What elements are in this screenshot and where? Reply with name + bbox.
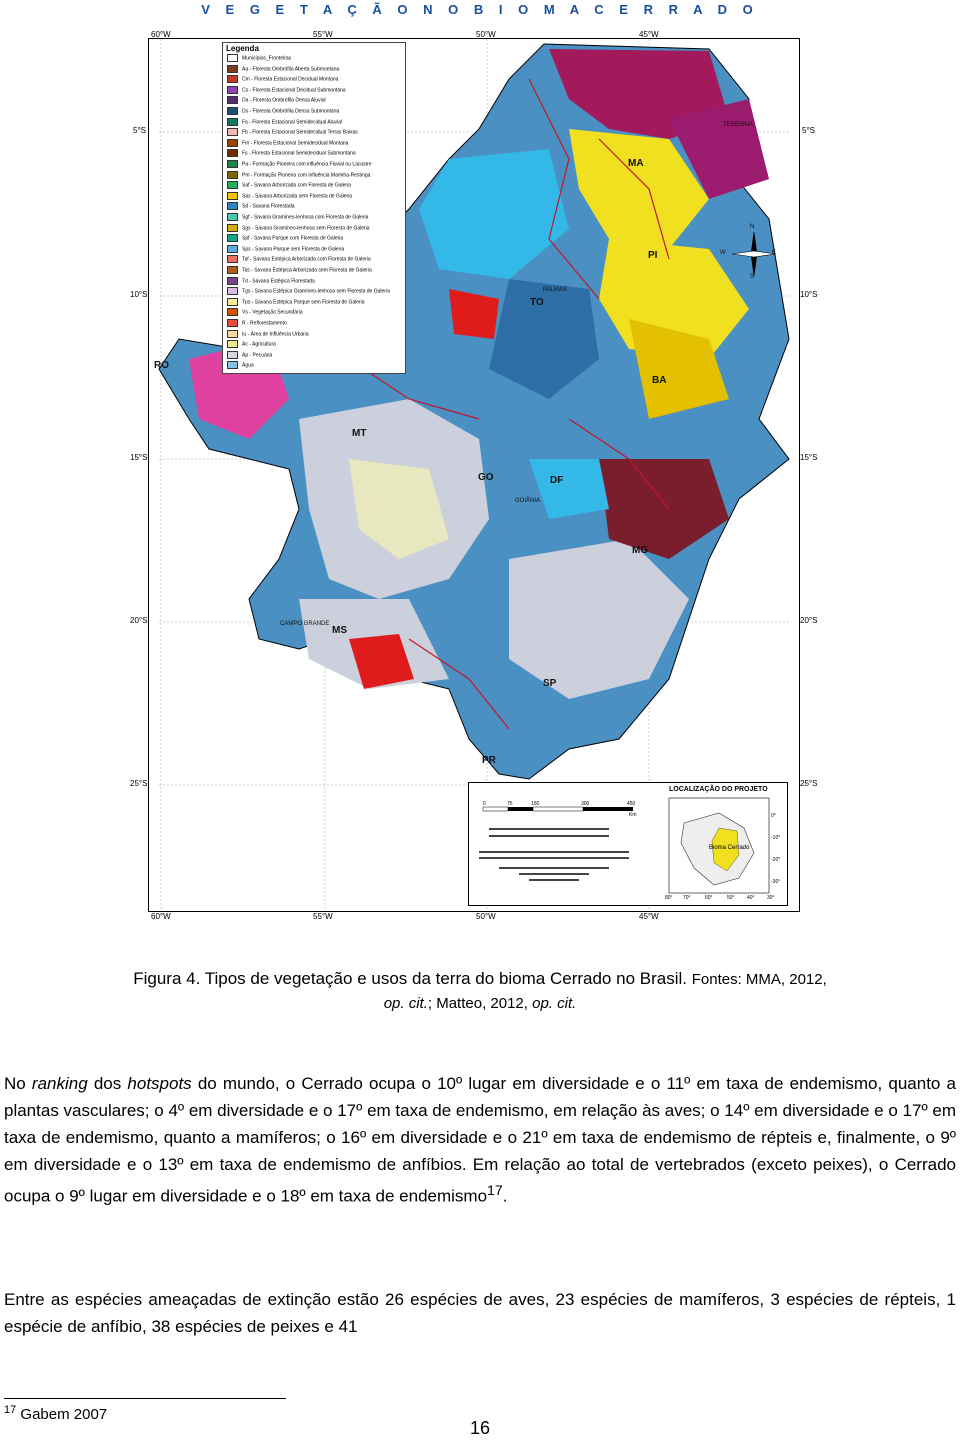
footnote-ref-17[interactable]: 17	[487, 1183, 503, 1199]
legend-label: Sgs - Savana Gramíneo-lenhosa sem Floresta de Galeria	[242, 224, 370, 231]
legend-item	[227, 361, 254, 370]
legend-item	[227, 86, 346, 95]
coord-bottom-50: 50°W	[476, 912, 496, 921]
legend-label: Sps - Savana Parque sem Floresta de Galeria	[242, 246, 345, 253]
legend-label: Td - Savana Estépica Florestada	[242, 277, 315, 284]
caption-source-b-mid: ; Matteo, 2012,	[427, 995, 528, 1012]
caption-opcit-2: op. cit.	[532, 995, 577, 1012]
body-paragraph-1: No ranking dos hotspots do mundo, o Cerrado ocupa o 10º lugar em diversidade e o 11º em taxa de endemismo, quanto a plantas vasculares; o 4º em diversidade e o 17º em taxa de endemismo, em relação às aves; o 14º em diversidade e o 17º em taxa de endemismo, quanto a mamíferos; o 16º em diversidade e o 21º em taxa de endemismo de répteis e, finalmente, o 9º em diversidade e o 13º em taxa de endemismo de anfíbios. Em relação ao total de vertebrados (exceto peixes), o Cerrado ocupa o 9º lugar em diversidade e o 18º em taxa de endemismo$^{17}$.	[4, 1074, 956, 1206]
inset-lat-20: -20°	[771, 857, 781, 863]
legend-swatch	[227, 319, 238, 327]
legend-swatch	[227, 65, 238, 73]
legend-swatch	[227, 202, 238, 210]
state-label-sp: SP	[543, 678, 557, 689]
scale-unit: Km	[629, 812, 637, 818]
city-label-palmas: PALMAS	[543, 287, 567, 293]
legend-swatch	[227, 361, 238, 369]
city-label-campo-grande: CAMPO GRANDE	[280, 621, 330, 627]
legend-swatch	[227, 139, 238, 147]
coord-left-10: 10°S	[130, 290, 148, 299]
inset-lon-70: 70°	[683, 895, 691, 901]
legend-swatch	[227, 255, 238, 263]
inset-lat-30: -30°	[771, 879, 781, 885]
legend-item	[227, 181, 351, 190]
compass-n: N	[750, 224, 755, 230]
state-label-ms: MS	[332, 625, 347, 636]
legend-item	[227, 160, 372, 169]
legend-swatch	[227, 266, 238, 274]
city-label-goiania: GOIÂNIA	[515, 498, 541, 504]
state-label-ba: BA	[652, 375, 667, 386]
compass-e: E	[772, 250, 777, 256]
legend-swatch	[227, 340, 238, 348]
legend-label: Tps - Savana Estépica Parque sem Floresta de Galeria	[242, 299, 365, 306]
legend-label: Aa - Floresta Ombrófila Aberta Submontana	[242, 65, 340, 72]
scale-tick-300: 300	[581, 801, 590, 807]
legend-item	[227, 319, 287, 328]
legend-item	[227, 128, 358, 137]
legend-label: Municípios_Fronteiras	[242, 55, 292, 62]
state-label-mg: MG	[632, 545, 649, 556]
legend-item	[227, 351, 272, 360]
city-label-teresina: TERESINA	[723, 122, 754, 128]
caption-source-a: Fontes: MMA, 2012,	[691, 971, 827, 988]
inset-label: Bioma Cerrado	[709, 845, 750, 851]
italic-ranking: ranking	[31, 1074, 88, 1093]
legend-label: Ds - Floresta Ombrófila Densa Submontana	[242, 108, 340, 115]
legend-swatch	[227, 213, 238, 221]
coord-top-55: 55°W	[313, 30, 333, 39]
legend-swatch	[227, 160, 238, 168]
legend-label: Cm - Floresta Estacional Decidual Montana	[242, 76, 339, 83]
coord-right-25: 25°S	[800, 779, 818, 788]
coord-left-5: 5°S	[133, 126, 146, 135]
inset-lon-80: 80°	[665, 895, 673, 901]
coord-left-20: 20°S	[130, 616, 148, 625]
legend-swatch	[227, 224, 238, 232]
legend-swatch	[227, 149, 238, 157]
coord-bottom-55: 55°W	[313, 912, 333, 921]
coord-right-15: 15°S	[800, 453, 818, 462]
legend-label: Taf - Savana Estépica Arborizada com Floresta de Galeria	[242, 256, 371, 263]
coord-right-5: 5°S	[802, 126, 815, 135]
legend-label: Sd - Savana Florestada	[242, 203, 295, 210]
legend-label: Fm - Floresta Estacional Semidecidual Montana	[242, 140, 349, 147]
legend-item	[227, 54, 291, 63]
coord-top-50: 50°W	[476, 30, 496, 39]
legend-label: Saf - Savana Arborizada com Floresta de Galeria	[242, 182, 351, 189]
italic-hotspots: hotspots	[127, 1074, 192, 1093]
legend-item	[227, 171, 370, 180]
scale-tick-0: 0	[483, 801, 486, 807]
legend-label: Pm - Formação Pioneira com influência Marinha-Restinga	[242, 171, 371, 178]
legend-item	[227, 224, 370, 233]
legend-swatch	[227, 128, 238, 136]
legend-swatch	[227, 181, 238, 189]
caption-opcit-1: op. cit.	[383, 995, 428, 1012]
legend-item	[227, 192, 352, 201]
footnote-divider	[4, 1398, 286, 1399]
legend-label: Ac - Agricultura	[242, 341, 276, 348]
coord-right-10: 10°S	[800, 290, 818, 299]
legend-swatch	[227, 308, 238, 316]
legend-label: Sgf - Savana Gramíneo-lenhosa com Floresta de Galeria	[242, 214, 369, 221]
legend-item	[227, 107, 339, 116]
state-label-mt: MT	[352, 428, 367, 439]
coord-left-15: 15°S	[130, 453, 148, 462]
legend-swatch	[227, 118, 238, 126]
legend-swatch	[227, 287, 238, 295]
inset-panel	[468, 782, 788, 906]
inset-lon-30: 30°	[767, 895, 775, 901]
footnote-number: 17	[4, 1404, 17, 1416]
legend-title: Legenda	[226, 44, 259, 53]
footnote-text: Gabem 2007	[16, 1406, 108, 1423]
legend-item	[227, 75, 338, 84]
legend-item	[227, 96, 326, 105]
inset-lon-50: 50°	[727, 895, 735, 901]
legend-item	[227, 266, 372, 275]
inset-lon-60: 60°	[705, 895, 713, 901]
legend-label: Ap - Pecuária	[242, 352, 273, 359]
legend-swatch	[227, 75, 238, 83]
legend-swatch	[227, 234, 238, 242]
legend-label: Tas - Savana Estépica Arborizada sem Floresta de Galeria	[242, 267, 372, 274]
state-label-go: GO	[478, 472, 494, 483]
state-label-pi: PI	[648, 250, 658, 261]
legend-label: Tgs - Savana Estépica Gramíneo-lenhosa sem Floresta de Galeria	[242, 288, 390, 295]
legend-label: Vs - Vegetação Secundária	[242, 309, 303, 316]
legend-item	[227, 139, 348, 148]
map-title: V E G E T A Ç Ã O N O B I O M A C E R R A D O	[201, 2, 759, 17]
legend-label: Iu - Área de Influência Urbana	[242, 330, 309, 337]
map-legend	[222, 42, 406, 374]
caption-main: Figura 4. Tipos de vegetação e usos da terra do bioma Cerrado no Brasil.	[133, 969, 687, 988]
coord-bottom-60: 60°W	[151, 912, 171, 921]
legend-label: Spf - Savana Parque com Floresta de Galeria	[242, 235, 344, 242]
legend-label: R - Reflorestamento	[242, 320, 287, 327]
inset-lat-10: -10°	[771, 835, 781, 841]
legend-swatch	[227, 245, 238, 253]
inset-lat-0: 0°	[771, 813, 776, 819]
legend-swatch	[227, 96, 238, 104]
legend-item	[227, 149, 356, 158]
coord-left-25: 25°S	[130, 779, 148, 788]
body-paragraph-2: Entre as espécies ameaçadas de extinção estão 26 espécies de aves, 23 espécies de mamíferos, 3 espécies de répteis, 1 espécie de anfíbio, 38 espécies de peixes e 41	[4, 1290, 956, 1336]
legend-item	[227, 340, 276, 349]
legend-swatch	[227, 107, 238, 115]
legend-item	[227, 202, 295, 211]
legend-swatch	[227, 54, 238, 62]
state-label-to: TO	[530, 297, 544, 308]
page-number: 16	[469, 1418, 491, 1438]
coord-top-45: 45°W	[639, 30, 659, 39]
state-label-ro: RO	[154, 360, 169, 371]
legend-item	[227, 287, 390, 296]
legend-item	[227, 213, 368, 222]
figure-caption	[0, 967, 960, 1015]
coord-top-60: 60°W	[151, 30, 171, 39]
coord-bottom-45: 45°W	[639, 912, 659, 921]
legend-swatch	[227, 298, 238, 306]
legend-item	[227, 234, 343, 243]
scale-tick-450: 450	[627, 801, 636, 807]
legend-label: Cs - Floresta Estacional Decidual Submontana	[242, 87, 346, 94]
legend-item	[227, 277, 315, 286]
legend-item	[227, 255, 371, 264]
state-label-ma: MA	[628, 158, 644, 169]
legend-label: Sas - Savana Arborizada sem Floresta de Galeria	[242, 193, 353, 200]
legend-label: Fb - Floresta Estacional Semidecidual Terras Baixas	[242, 129, 358, 136]
compass-s: S	[750, 274, 755, 280]
compass-w: W	[720, 250, 726, 256]
scale-tick-150: 150	[531, 801, 540, 807]
legend-swatch	[227, 351, 238, 359]
legend-label: Fa - Floresta Estacional Semidecidual Aluvial	[242, 118, 343, 125]
legend-swatch	[227, 330, 238, 338]
inset-title: LOCALIZAÇÃO DO PROJETO	[669, 786, 768, 793]
legend-swatch	[227, 171, 238, 179]
legend-label: Fs - Floresta Estacional Semidecidual Submontana	[242, 150, 356, 157]
legend-label: Da - Floresta Ombrófila Densa Aluvial	[242, 97, 326, 104]
coord-right-20: 20°S	[800, 616, 818, 625]
legend-item	[227, 298, 365, 307]
legend-item	[227, 308, 303, 317]
inset-lon-40: 40°	[747, 895, 755, 901]
scale-tick-75: 75	[507, 801, 513, 807]
legend-label: Pa - Formação Pioneira com influência Fluvial ou Lacustre	[242, 161, 372, 168]
legend-swatch	[227, 192, 238, 200]
state-label-df: DF	[550, 475, 564, 486]
legend-item	[227, 118, 342, 127]
legend-item	[227, 65, 339, 74]
legend-swatch	[227, 277, 238, 285]
legend-item	[227, 330, 309, 339]
legend-label: Água	[242, 362, 254, 369]
legend-swatch	[227, 86, 238, 94]
legend-item	[227, 245, 344, 254]
state-label-pr: PR	[482, 755, 496, 766]
